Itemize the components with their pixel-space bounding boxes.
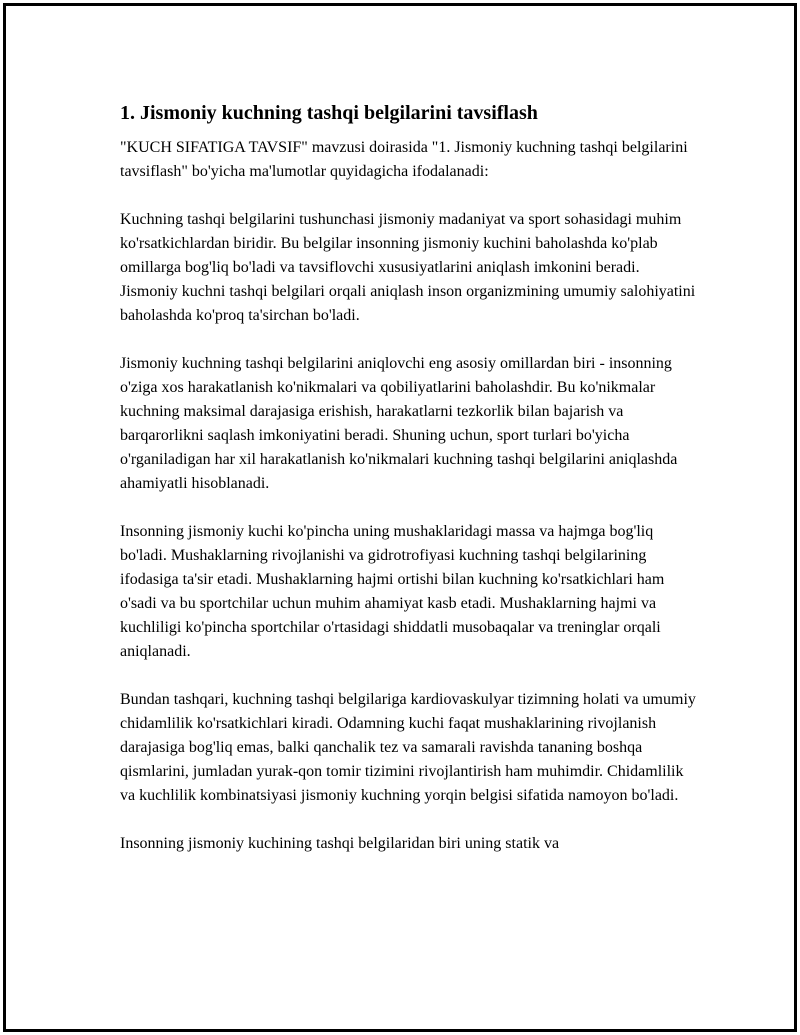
body-paragraph: Jismoniy kuchning tashqi belgilarini aniqlovchi eng asosiy omillardan biri - insonning o'ziga xos harakatlanish ko'nikmalari va qobiliyatlarini baholashdir. Bu ko'nikmalar kuchning maksimal darajasiga erishish, harakatlarni tezkorlik bilan bajarish va barqarorlikni saqlash imkoniyatini beradi. Shuning uchun, sport turlari bo'yicha o'rganiladigan har xil harakatlanish ko'nikmalari kuchning tashqi belgilarini aniqlashda ahamiyatli hisoblanadi. [120, 355, 678, 492]
body-paragraph: Insonning jismoniy kuchi ko'pincha uning mushaklaridagi massa va hajmga bog'liq bo'ladi. Mushaklarning rivojlanishi va gidrotrofiyasi kuchning tashqi belgilarining ifodasiga ta'sir etadi. Mushaklarning hajmi ortishi bilan kuchning ko'rsatkichlari ham o'sadi va bu sportchilar uchun muhim ahamiyat kasb etadi. Mushaklarning hajmi va kuchliligi ko'pincha sportchilar o'rtasidagi shiddatli musobaqalar va treninglar orqali aniqlanadi. [120, 523, 665, 660]
page-frame [3, 3, 797, 1032]
body-paragraph: Insonning jismoniy kuchining tashqi belgilaridan biri uning statik va [120, 835, 560, 852]
body-paragraph: Bundan tashqari, kuchning tashqi belgilariga kardiovaskulyar tizimning holati va umumiy chidamlilik ko'rsatkichlari kiradi. Odamning kuchi faqat mushaklarining rivojlanish darajasiga bog'liq emas, balki qanchalik tez va samarali ravishda tananing boshqa qismlarini, jumladan yurak-qon tomir tizimini rivojlantirish ham muhimdir. Chidamlilik va kuchlilik kombinatsiyasi jismoniy kuchning yorqin belgisi sifatida namoyon bo'ladi. [120, 691, 696, 804]
section-heading: 1. Jismoniy kuchning tashqi belgilarini tavsiflash [120, 102, 538, 124]
body-paragraph: Kuchning tashqi belgilarini tushunchasi jismoniy madaniyat va sport sohasidagi muhim ko'rsatkichlardan biridir. Bu belgilar insonning jismoniy kuchini baholashda ko'plab omillarga bog'liq bo'ladi va tavsiflovchi xususiyatlarini aniqlash imkonini beradi. Jismoniy kuchni tashqi belgilari orqali aniqlash inson organizmining umumiy salohiyatini baholashda ko'proq ta'sirchan bo'ladi. [120, 211, 696, 324]
intro-paragraph: "KUCH SIFATIGA TAVSIF" mavzusi doirasida "1. Jismoniy kuchning tashqi belgilarini tavsiflash" bo'yicha ma'lumotlar quyidagicha ifodalanadi: [120, 139, 688, 180]
document-body [120, 100, 700, 880]
